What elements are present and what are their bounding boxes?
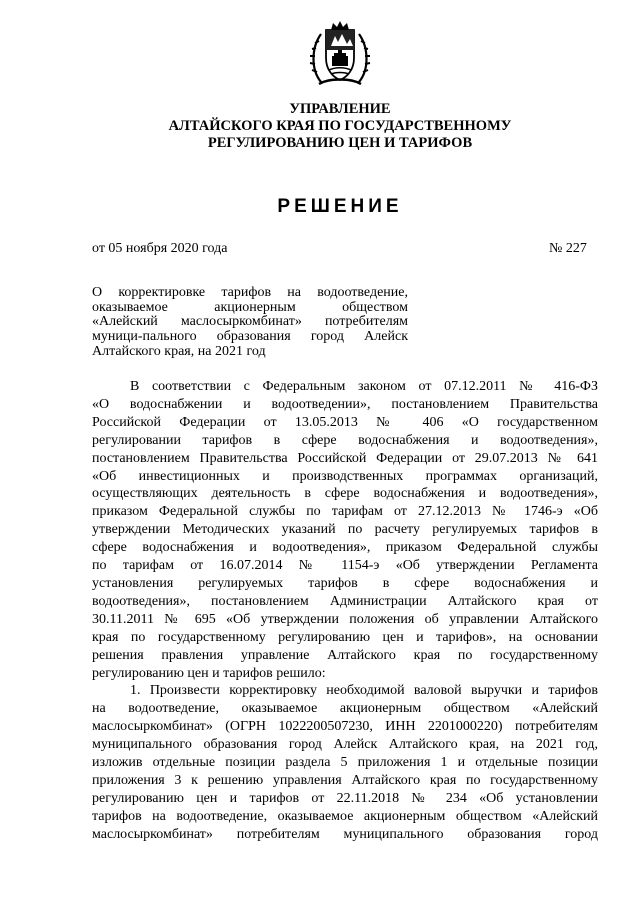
body-line: установления регулируемых тарифов в сфере водоснабжения и — [92, 575, 598, 591]
body-line: В соответствии с Федеральным законом от 07.12.2011 № 416-ФЗ — [130, 379, 598, 394]
body-line: регулировании тарифов в сфере водоснабжения и водоотведения», — [92, 432, 598, 448]
body-line: изложив отдельные позиции раздела 5 приложения 1 и отдельные позиции — [92, 755, 598, 771]
body-line: постановлением Правительства Российской Федерации от 29.07.2013 № 641 — [92, 450, 598, 466]
subject-line: муници-пального образования город Алейск — [92, 329, 408, 345]
body-line: 1. Произвести корректировку необходимой валовой выручки и тарифов — [130, 683, 598, 699]
body-line: маслосыркомбинат» (ОГРН 1022200507230, ИНН 2201000220) потребителям — [92, 719, 598, 735]
body-line: регулированию цен и тарифов решило: — [92, 665, 326, 681]
body-line: по тарифам от 16.07.2014 № 1154-э «Об утверждении Регламента — [92, 558, 598, 574]
org-name-line-3: РЕГУЛИРОВАНИЮ ЦЕН И ТАРИФОВ — [207, 135, 473, 151]
body-line: маслосыркомбинат» потребителям муниципального образования город — [92, 826, 598, 842]
body-line: водоотведения», постановлением Администрации Алтайского края от — [92, 593, 598, 609]
body-line: осуществляющих деятельность в сфере водоснабжения и водоотведения», — [92, 486, 598, 502]
decision-number: № 227 — [549, 241, 587, 256]
body-line: «Об инвестиционных и производственных программах организаций, — [92, 468, 598, 484]
subject-line: «Алейский маслосыркомбинат» потребителям — [92, 314, 408, 330]
org-name-line-1: УПРАВЛЕНИЕ — [289, 101, 391, 117]
body-line: приложения 3 к решению управления Алтайского края по государственному — [92, 772, 598, 788]
body-line: сфере водоснабжения и водоотведения», приказом Федеральной службы — [92, 540, 598, 556]
decision-title: РЕШЕНИЕ — [277, 196, 403, 217]
body-line: приказом Федеральной службы по тарифам от 27.12.2013 № 1746-э «Об — [92, 504, 598, 520]
coat-of-arms-emblem — [309, 20, 371, 90]
body-line: утверждении Методических указаний по расчету регулируемых тарифов в — [92, 522, 598, 538]
subject-line: оказываемое акционерным обществом — [92, 299, 408, 315]
subject-line: О корректировке тарифов на водоотведение, — [92, 285, 408, 300]
body-line: «О водоснабжении и водоотведении», постановлением Правительства — [92, 396, 598, 412]
decision-date: от 05 ноября 2020 года — [92, 241, 228, 256]
subject-line: Алтайского края, на 2021 год — [92, 343, 266, 359]
org-name-line-2: АЛТАЙСКОГО КРАЯ ПО ГОСУДАРСТВЕННОМУ — [168, 118, 512, 134]
body-line: 30.11.2011 № 695 «Об утверждении положения об управлении Алтайского — [92, 611, 598, 627]
body-line: регулированию цен и тарифов от 22.11.2018 № 234 «Об установлении — [92, 790, 598, 806]
body-line: тарифов на водоотведение, оказываемое акционерным обществом «Алейский — [92, 808, 598, 824]
body-line: муниципального образования город Алейск Алтайского края, на 2021 год, — [92, 737, 598, 753]
body-line: на водоотведение, оказываемое акционерным обществом «Алейский — [92, 701, 598, 717]
body-line: решения правления управление Алтайского края по государственному — [92, 647, 598, 663]
body-line: края по государственному регулированию цен и тарифов», на основании — [92, 629, 598, 645]
decision-subject — [92, 286, 408, 360]
decision-body — [92, 378, 598, 844]
body-line: Российской Федерации от 13.05.2013 № 406 «О государственном — [92, 414, 598, 430]
